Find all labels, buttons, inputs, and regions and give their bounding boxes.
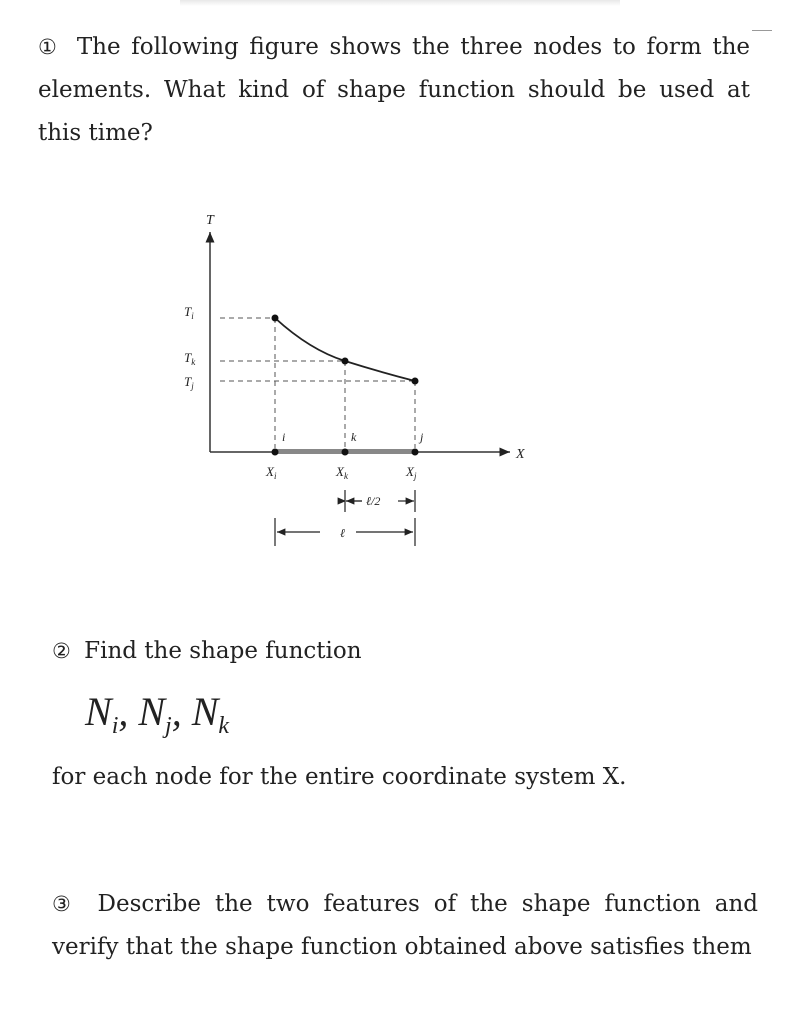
formula-n-i: N [85,689,112,734]
question-1-text: The following figure shows the three nodes to form the elements. What kind of shape function should be used at this time? [38,34,751,146]
question-1-number: ① [38,35,61,59]
question-2-continuation [52,756,752,799]
shape-function-formula [85,688,229,740]
half-length-label: ℓ/2 [366,494,381,508]
temp-label-tk: $T_k$ [184,350,196,367]
question-2 [52,630,752,673]
question-1 [38,26,750,155]
node-point-i [272,449,279,456]
curve-point-i [272,315,279,322]
question-2-number: ② [52,639,71,663]
coord-label-xi: $X_i$ [266,464,277,481]
question-2-text: Find the shape function [84,638,362,664]
corner-mark [752,30,772,31]
question-3-number: ③ [52,892,78,916]
node-point-j [412,449,419,456]
length-label: ℓ [340,526,345,540]
temp-label-ti: $T_i$ [184,304,194,321]
formula-sub-i: i [111,713,119,739]
dashed-guides [220,318,415,448]
question-2-text2: for each node for the entire coordinate system X. [52,764,627,790]
formula-sep-1: , [118,689,129,734]
formula-sub-j: j [165,713,172,739]
coord-label-xk: $X_k$ [336,464,348,481]
axis-label-x: X [516,447,525,462]
curve-point-k [342,358,349,365]
formula-n-j: N [138,689,166,734]
formula-sub-k: k [218,713,230,739]
temp-label-tj: $T_j$ [184,374,194,391]
full-length-dimension [275,518,415,546]
three-node-element-figure [160,200,540,560]
top-shadow-bar [180,0,620,6]
curve-point-j [412,378,419,385]
axis-label-t: T [206,213,214,228]
node-label-i: i [282,430,286,444]
question-3 [52,883,758,969]
question-3-text: Describe the two features of the shape function and verify that the shape function obtained above satisfies them [52,891,759,960]
formula-sep-2: , [171,689,182,734]
node-label-k: k [351,430,357,444]
formula-n-k: N [191,689,219,734]
node-point-k [342,449,349,456]
coord-label-xj: $X_j$ [406,464,417,481]
node-label-j: j [420,430,424,444]
